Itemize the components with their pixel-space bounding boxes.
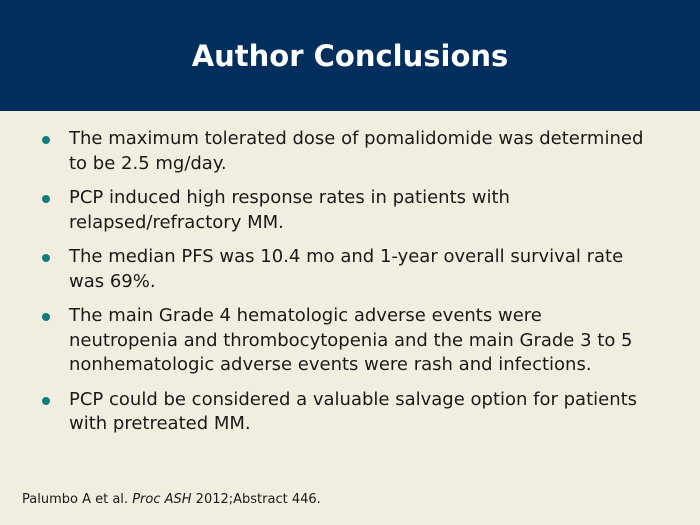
citation-journal: Proc ASH <box>132 492 192 507</box>
list-item <box>0 245 700 294</box>
conclusions-list <box>0 127 700 447</box>
slide-title: Author Conclusions <box>191 39 509 73</box>
citation <box>22 491 321 509</box>
bullet-dot-icon <box>42 195 50 203</box>
bullet-dot-icon <box>42 313 50 321</box>
citation-details: 2012;Abstract 446. <box>195 492 321 507</box>
list-item <box>0 127 700 176</box>
list-item <box>0 304 700 378</box>
list-item-text: The main Grade 4 hematologic adverse events were neutropenia and thrombocytopenia and the main Grade 3 to 5 nonhematologic adverse events were rash and infections. <box>69 305 633 375</box>
list-item-text: PCP induced high response rates in patients with relapsed/refractory MM. <box>69 187 510 233</box>
list-item-text: PCP could be considered a valuable salvage option for patients with pretreated MM. <box>69 388 638 434</box>
bullet-dot-icon <box>42 254 50 262</box>
list-item <box>0 186 700 235</box>
list-item <box>0 388 700 437</box>
list-item-text: The maximum tolerated dose of pomalidomide was determined to be 2.5 mg/day. <box>69 128 644 174</box>
bullet-dot-icon <box>42 136 50 144</box>
bullet-dot-icon <box>42 397 50 405</box>
citation-authors: Palumbo A et al. <box>22 492 129 507</box>
list-item-text: The median PFS was 10.4 mo and 1-year overall survival rate was 69%. <box>69 246 624 292</box>
title-bar <box>0 0 700 111</box>
